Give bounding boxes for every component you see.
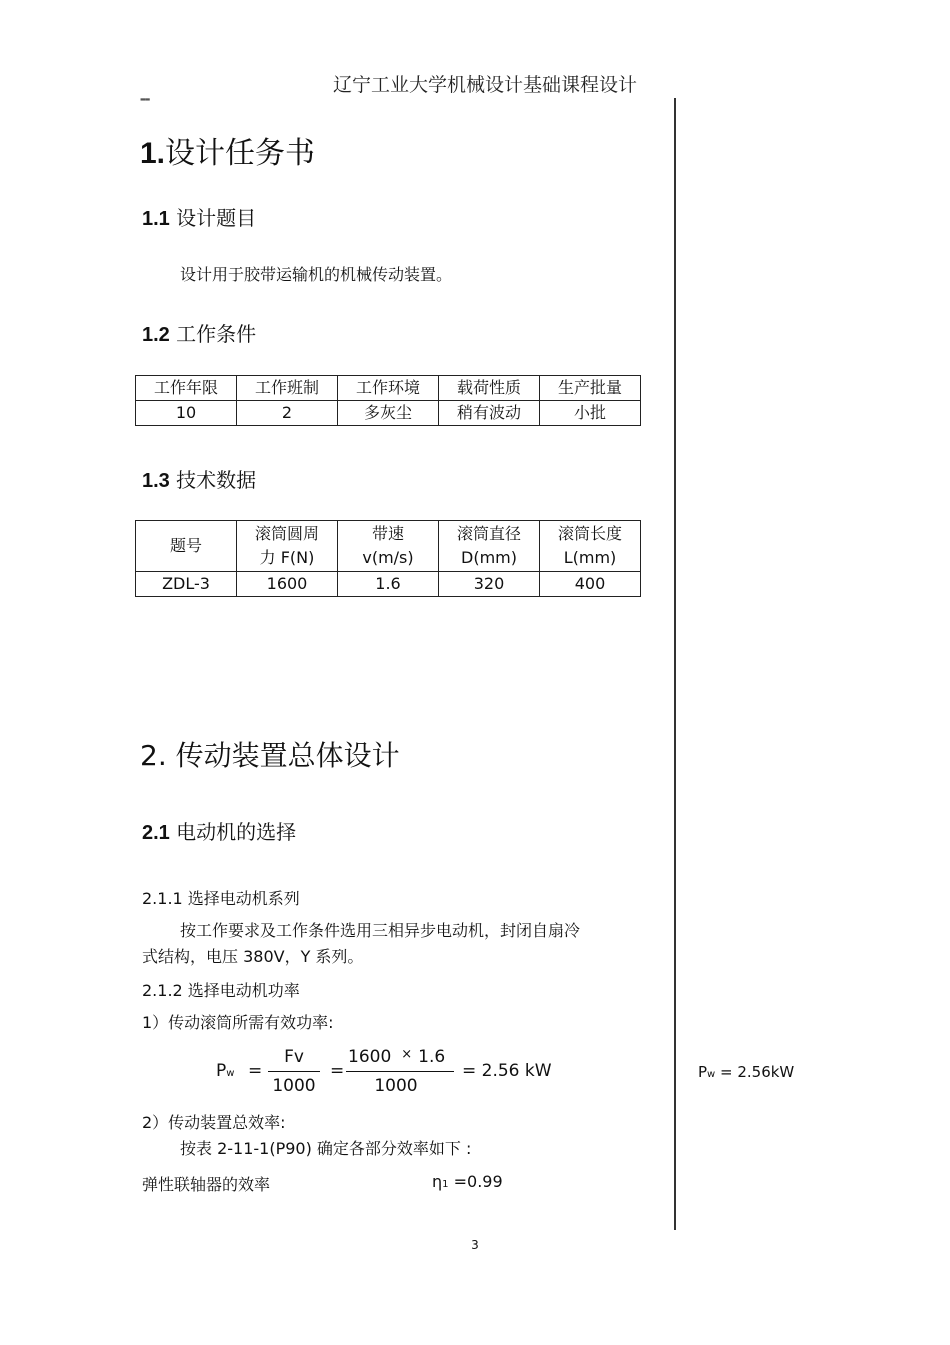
table-cell: 320 bbox=[439, 572, 540, 597]
fraction-2-numerator bbox=[348, 1047, 445, 1067]
formula-equals-1: = bbox=[248, 1061, 263, 1081]
section-1-1-number: 1.1 bbox=[142, 208, 170, 230]
section-1-number: 1. bbox=[140, 137, 166, 170]
coupling-efficiency-value bbox=[432, 1172, 503, 1191]
header-line: L(mm) bbox=[563, 548, 617, 567]
table-header-cell bbox=[237, 521, 338, 572]
section-2-title: 传动装置总体设计 bbox=[175, 739, 400, 772]
table-cell: 稍有波动 bbox=[439, 401, 540, 426]
numerator-value-1: 1600 bbox=[348, 1047, 392, 1067]
coupling-efficiency-label: 弹性联轴器的效率 bbox=[142, 1175, 271, 1194]
formula-equals-2: = bbox=[330, 1061, 345, 1081]
section-1-1-heading bbox=[142, 202, 256, 231]
table-header-cell bbox=[338, 521, 439, 572]
table-header-cell bbox=[439, 521, 540, 572]
header-line: 滚筒直径 bbox=[456, 524, 521, 543]
table-row bbox=[136, 401, 641, 426]
table-cell: 10 bbox=[136, 401, 237, 426]
table-header-cell bbox=[540, 521, 641, 572]
formula-result: = 2.56 kW bbox=[462, 1061, 552, 1081]
table-cell: 1600 bbox=[237, 572, 338, 597]
table-header-cell: 载荷性质 bbox=[439, 376, 540, 401]
motor-series-text-line1: 按工作要求及工作条件选用三相异步电动机，封闭自扇冷 bbox=[180, 921, 581, 940]
table-cell: ZDL-3 bbox=[136, 572, 237, 597]
side-power-subscript: w bbox=[707, 1069, 716, 1080]
header-line: v(m/s) bbox=[362, 548, 414, 567]
header-line: D(mm) bbox=[461, 548, 517, 567]
section-1-2-number: 1.2 bbox=[142, 324, 170, 346]
table-row bbox=[136, 376, 641, 401]
table-cell: 多灰尘 bbox=[338, 401, 439, 426]
header-line: 滚筒长度 bbox=[557, 524, 622, 543]
times-sign: × bbox=[401, 1047, 413, 1062]
header-line: 滚筒圆周 bbox=[254, 524, 319, 543]
table-cell: 小批 bbox=[540, 401, 641, 426]
table-header-cell: 工作班制 bbox=[237, 376, 338, 401]
table-header-cell: 题号 bbox=[136, 521, 237, 572]
table-cell: 1.6 bbox=[338, 572, 439, 597]
section-2-1-1-heading: 2.1.1 选择电动机系列 bbox=[142, 889, 300, 908]
section-1-3-title: 技术数据 bbox=[176, 468, 257, 492]
power-subscript: w bbox=[226, 1068, 235, 1079]
page-number: 3 bbox=[471, 1238, 479, 1252]
table-header-cell: 生产批量 bbox=[540, 376, 641, 401]
section-1-2-title: 工作条件 bbox=[176, 322, 257, 346]
section-2-heading bbox=[140, 734, 400, 774]
header-line: 力 F(N) bbox=[259, 548, 315, 567]
side-power-symbol: P bbox=[698, 1063, 708, 1081]
section-1-title: 设计任务书 bbox=[165, 136, 316, 171]
eta-symbol: η bbox=[432, 1172, 443, 1191]
header-mark: ▬▬ bbox=[140, 96, 150, 103]
fraction-1-denominator: 1000 bbox=[272, 1076, 316, 1096]
section-2-1-title: 电动机的选择 bbox=[176, 820, 297, 844]
page-header: 辽宁工业大学机械设计基础课程设计 bbox=[332, 74, 637, 96]
eta-subscript: 1 bbox=[442, 1179, 449, 1190]
section-1-1-title: 设计题目 bbox=[176, 206, 257, 230]
section-1-heading bbox=[140, 128, 315, 172]
section-2-1-heading bbox=[142, 816, 296, 845]
fraction-1-bar bbox=[268, 1071, 320, 1072]
fraction-2-denominator: 1000 bbox=[374, 1076, 418, 1096]
design-topic-text: 设计用于胶带运输机的机械传动装置。 bbox=[180, 265, 453, 284]
formula-p-symbol bbox=[216, 1061, 234, 1081]
table-header-cell: 工作环境 bbox=[338, 376, 439, 401]
eta-value: =0.99 bbox=[448, 1172, 503, 1191]
motor-series-text-line2: 式结构，电压 380V，Y 系列。 bbox=[142, 947, 364, 966]
working-conditions-table bbox=[135, 375, 641, 426]
technical-data-table bbox=[135, 520, 641, 597]
side-note-power bbox=[698, 1063, 794, 1081]
table-header-cell: 工作年限 bbox=[136, 376, 237, 401]
table-row bbox=[136, 521, 641, 572]
item-2-text: 2）传动装置总效率: bbox=[142, 1113, 286, 1132]
table-cell: 2 bbox=[237, 401, 338, 426]
section-2-number: 2. bbox=[140, 739, 167, 772]
item-1-text: 1）传动滚筒所需有效功率: bbox=[142, 1013, 334, 1032]
numerator-value-2: 1.6 bbox=[418, 1047, 446, 1067]
table-cell: 400 bbox=[540, 572, 641, 597]
header-line: 带速 bbox=[371, 524, 404, 543]
margin-divider bbox=[674, 98, 676, 1230]
side-power-value: = 2.56kW bbox=[715, 1063, 795, 1081]
power-symbol: P bbox=[216, 1061, 227, 1081]
section-2-1-number: 2.1 bbox=[142, 822, 170, 844]
section-1-3-number: 1.3 bbox=[142, 470, 170, 492]
section-1-2-heading bbox=[142, 318, 256, 347]
efficiency-table-reference: 按表 2-11-1(P90) 确定各部分效率如下 : bbox=[180, 1139, 472, 1158]
fraction-1-numerator: Fv bbox=[284, 1047, 304, 1067]
table-row bbox=[136, 572, 641, 597]
section-1-3-heading bbox=[142, 464, 256, 493]
section-2-1-2-heading: 2.1.2 选择电动机功率 bbox=[142, 981, 300, 1000]
fraction-2-bar bbox=[346, 1071, 454, 1072]
